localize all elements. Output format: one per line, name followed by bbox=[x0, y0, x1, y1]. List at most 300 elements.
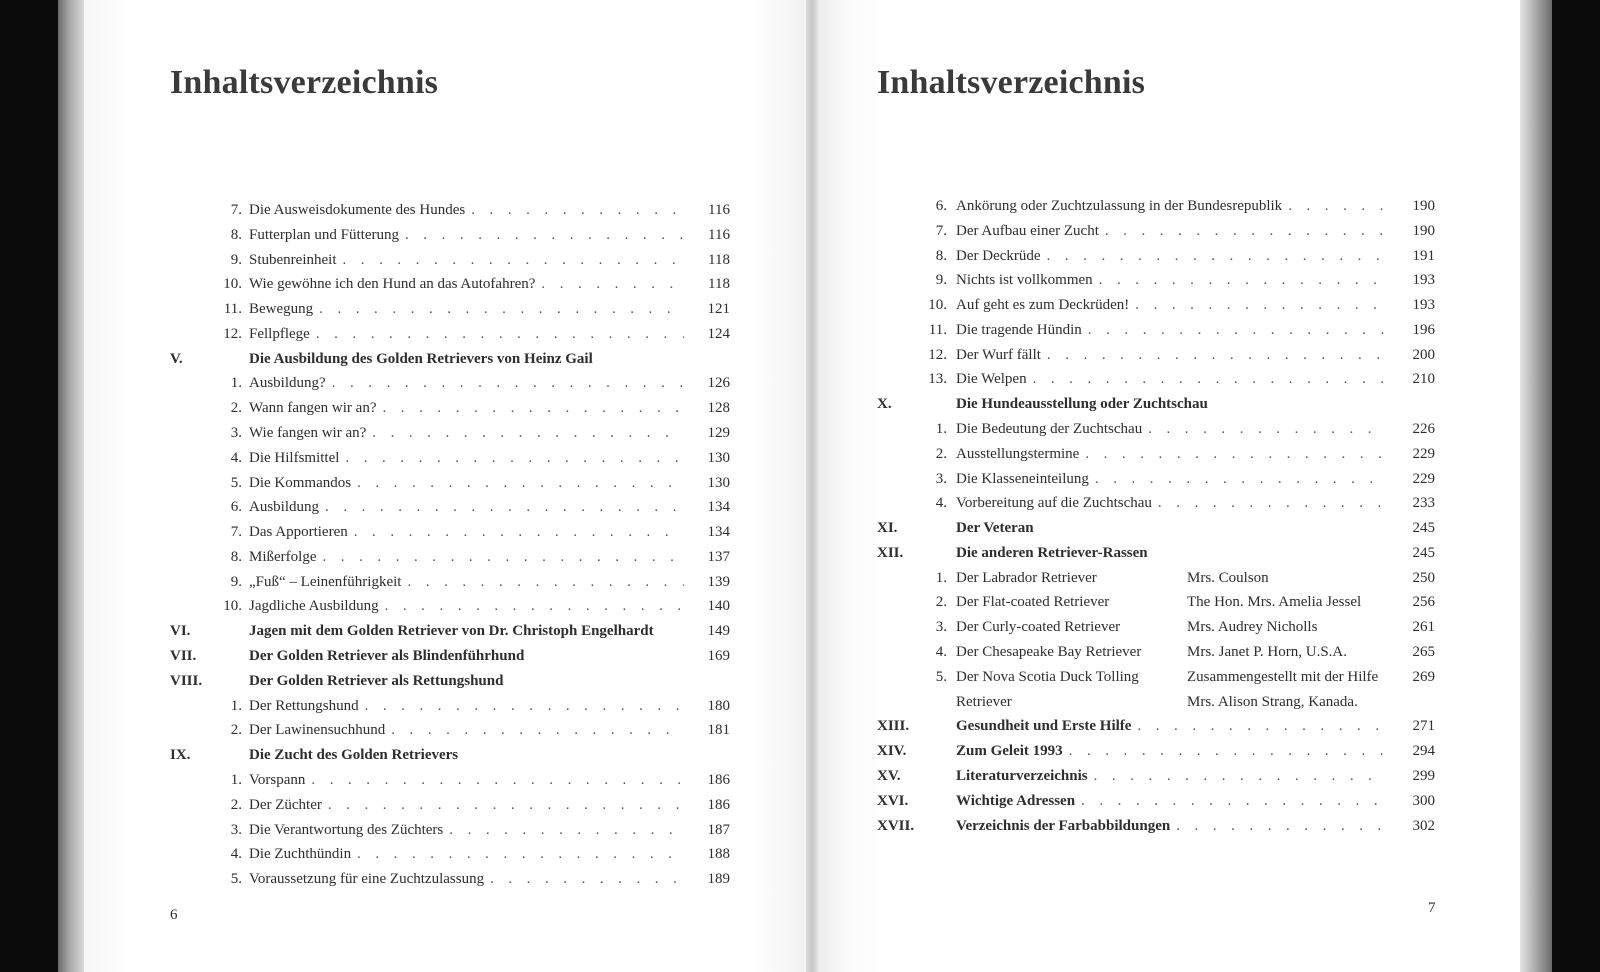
toc-title-group bbox=[249, 298, 684, 320]
toc-section-number: 8. bbox=[935, 247, 947, 264]
book-gutter bbox=[806, 0, 818, 972]
toc-section-title: Nichts ist vollkommen bbox=[956, 272, 1093, 289]
book-edge-right bbox=[1520, 0, 1552, 972]
toc-title-group bbox=[956, 666, 1177, 688]
toc-section-title: „Fuß“ – Leinenführigkeit bbox=[249, 573, 402, 590]
toc-chapter-number: VII. bbox=[170, 648, 197, 665]
toc-author: The Hon. Mrs. Amelia Jessel bbox=[1187, 594, 1362, 611]
toc-section-title: Die Verantwortung des Züchters bbox=[249, 821, 444, 838]
toc-section-number: 10. bbox=[223, 598, 242, 615]
toc-entry-row bbox=[170, 273, 730, 295]
toc-title-group bbox=[249, 224, 684, 246]
toc-section-number: 6. bbox=[935, 198, 947, 214]
toc-entry-row bbox=[170, 199, 730, 221]
toc-section-title: Stubenreinheit bbox=[249, 251, 337, 268]
toc-entry-row bbox=[170, 298, 730, 320]
toc-page-number: 191 bbox=[1412, 247, 1435, 264]
toc-section-number: 11. bbox=[223, 301, 242, 318]
toc-entry-row bbox=[170, 372, 730, 394]
toc-title-group bbox=[249, 273, 684, 295]
toc-entry-row bbox=[170, 595, 730, 617]
right-page-heading: Inhaltsverzeichnis bbox=[877, 64, 1146, 101]
toc-leader-dots bbox=[345, 447, 684, 469]
toc-section-title: Fellpflege bbox=[249, 325, 310, 342]
toc-page-number: 190 bbox=[1412, 222, 1435, 239]
toc-leader-dots bbox=[311, 769, 684, 791]
toc-entry-row bbox=[877, 666, 1437, 688]
toc-leader-dots bbox=[342, 249, 684, 271]
toc-section-number: 4. bbox=[935, 495, 947, 512]
toc-section-number: 1. bbox=[230, 771, 242, 788]
toc-section-title: Der Chesapeake Bay Retriever bbox=[956, 644, 1142, 661]
toc-entry-row bbox=[170, 719, 730, 741]
toc-page-number: 149 bbox=[707, 623, 730, 640]
toc-entry-row bbox=[170, 546, 730, 568]
toc-title-group bbox=[956, 517, 1385, 539]
toc-entry-row bbox=[877, 269, 1437, 291]
toc-page-number: 180 bbox=[707, 697, 730, 714]
toc-leader-dots bbox=[1094, 765, 1385, 787]
toc-author: Mrs. Audrey Nicholls bbox=[1187, 619, 1318, 636]
toc-page-number: 116 bbox=[708, 202, 730, 218]
toc-page-number: 118 bbox=[708, 251, 730, 268]
toc-title-group bbox=[249, 372, 684, 394]
toc-entry-row bbox=[877, 195, 1437, 217]
toc-leader-dots bbox=[1288, 195, 1385, 217]
toc-title-group bbox=[249, 868, 684, 890]
toc-section-title: Der Deckrüde bbox=[956, 247, 1041, 264]
toc-page-number: 269 bbox=[1412, 668, 1435, 685]
toc-page-number: 196 bbox=[1412, 321, 1435, 338]
toc-chapter-row bbox=[877, 765, 1437, 787]
toc-leader-dots bbox=[490, 868, 684, 890]
toc-leader-dots bbox=[1088, 319, 1385, 341]
toc-page-number: 128 bbox=[707, 400, 730, 417]
toc-title-group bbox=[249, 323, 684, 345]
toc-title-group bbox=[956, 368, 1385, 390]
toc-page-number: 210 bbox=[1412, 371, 1435, 388]
toc-title-group bbox=[249, 620, 684, 642]
toc-section-title: Wie gewöhne ich den Hund an das Autofahren? bbox=[249, 276, 536, 293]
toc-leader-dots bbox=[1148, 418, 1385, 440]
toc-entry-row bbox=[877, 468, 1437, 490]
toc-leader-dots bbox=[385, 595, 684, 617]
toc-leader-dots bbox=[471, 199, 684, 221]
toc-section-number: 5. bbox=[230, 474, 242, 491]
toc-leader-dots bbox=[407, 571, 684, 593]
toc-page-number: 189 bbox=[707, 871, 730, 888]
toc-page-number: 116 bbox=[708, 226, 730, 243]
toc-title-group bbox=[956, 790, 1385, 812]
toc-title-group bbox=[249, 521, 684, 543]
toc-page-number: 302 bbox=[1412, 817, 1435, 834]
toc-chapter-title: Gesundheit und Erste Hilfe bbox=[956, 718, 1132, 735]
toc-leader-dots bbox=[325, 496, 684, 518]
toc-page-number: 265 bbox=[1412, 644, 1435, 661]
toc-section-title: Retriever bbox=[956, 693, 1012, 710]
toc-section-title: Das Apportieren bbox=[249, 524, 348, 541]
toc-chapter-number: XIII. bbox=[877, 718, 910, 735]
toc-section-number: 1. bbox=[230, 697, 242, 714]
toc-section-number: 3. bbox=[230, 425, 242, 442]
toc-page-number: 299 bbox=[1412, 767, 1435, 784]
toc-entry-row bbox=[877, 220, 1437, 242]
scan-border-left bbox=[0, 0, 58, 972]
toc-section-number: 3. bbox=[230, 821, 242, 838]
toc-entry-row bbox=[877, 443, 1437, 465]
toc-author: Mrs. Janet P. Horn, U.S.A. bbox=[1187, 644, 1348, 661]
toc-title-group bbox=[956, 492, 1385, 514]
toc-section-number: 3. bbox=[935, 470, 947, 487]
toc-title-group bbox=[956, 294, 1385, 316]
toc-section-number: 10. bbox=[928, 297, 947, 314]
toc-section-number: 4. bbox=[230, 846, 242, 863]
toc-section-title: Die Kommandos bbox=[249, 474, 352, 491]
toc-title-group bbox=[956, 616, 1177, 638]
toc-section-title: Der Züchter bbox=[249, 796, 322, 813]
toc-section-title: Die Ausweisdokumente des Hundes bbox=[249, 202, 466, 218]
toc-section-number: 2. bbox=[935, 445, 947, 462]
toc-page-number: 190 bbox=[1412, 198, 1435, 214]
toc-chapter-number: VI. bbox=[170, 623, 191, 640]
toc-title-group bbox=[956, 715, 1385, 737]
toc-chapter-row bbox=[170, 620, 730, 642]
toc-leader-dots bbox=[357, 843, 684, 865]
toc-chapter-row bbox=[877, 815, 1437, 837]
toc-author: Mrs. Alison Strang, Kanada. bbox=[1187, 693, 1358, 710]
toc-chapter-number: XVI. bbox=[877, 792, 909, 809]
toc-page-number: 121 bbox=[707, 301, 730, 318]
toc-section-number: 7. bbox=[230, 524, 242, 541]
toc-section-number: 2. bbox=[230, 722, 242, 739]
toc-section-number: 9. bbox=[230, 573, 242, 590]
toc-chapter-row bbox=[877, 542, 1437, 564]
toc-chapter-row bbox=[877, 715, 1437, 737]
toc-section-number: 12. bbox=[928, 346, 947, 363]
toc-page-number: 134 bbox=[707, 524, 730, 541]
toc-section-number: 1. bbox=[230, 375, 242, 392]
toc-title-group bbox=[249, 447, 684, 469]
toc-leader-dots bbox=[1033, 368, 1385, 390]
toc-title-group bbox=[249, 571, 684, 593]
toc-section-number: 12. bbox=[223, 325, 242, 342]
toc-chapter-title: Der Veteran bbox=[956, 520, 1034, 537]
left-page-heading: Inhaltsverzeichnis bbox=[170, 64, 439, 101]
toc-entry-row bbox=[170, 496, 730, 518]
toc-section-number: 4. bbox=[230, 449, 242, 466]
toc-leader-dots bbox=[405, 224, 684, 246]
toc-chapter-number: V. bbox=[170, 350, 183, 367]
toc-leader-dots bbox=[1176, 815, 1385, 837]
toc-title-group bbox=[249, 348, 684, 370]
toc-title-group bbox=[249, 472, 684, 494]
toc-section-title: Mißerfolge bbox=[249, 548, 317, 565]
toc-title-group bbox=[956, 319, 1385, 341]
toc-section-number: 9. bbox=[935, 272, 947, 289]
toc-page-number: 200 bbox=[1412, 346, 1435, 363]
toc-section-number: 7. bbox=[935, 222, 947, 239]
toc-page-number: 187 bbox=[707, 821, 730, 838]
toc-title-group bbox=[956, 641, 1177, 663]
toc-leader-dots bbox=[357, 472, 684, 494]
toc-page-number: 229 bbox=[1412, 445, 1435, 462]
toc-page-number: 250 bbox=[1412, 569, 1435, 586]
toc-title-group bbox=[249, 546, 684, 568]
toc-page-number: 130 bbox=[707, 474, 730, 491]
toc-section-title: Bewegung bbox=[249, 301, 314, 318]
toc-leader-dots bbox=[316, 323, 684, 345]
toc-chapter-row bbox=[170, 744, 730, 766]
left-page-number: 6 bbox=[170, 907, 178, 923]
toc-page-number: 186 bbox=[707, 796, 730, 813]
toc-title-group bbox=[956, 245, 1385, 267]
toc-leader-dots bbox=[1085, 443, 1385, 465]
toc-entry-row bbox=[170, 571, 730, 593]
toc-section-title: Ankörung oder Zuchtzulassung in der Bundesrepublik bbox=[956, 198, 1283, 214]
toc-title-group bbox=[956, 344, 1385, 366]
toc-page-number: 118 bbox=[708, 276, 730, 293]
toc-section-number: 6. bbox=[230, 499, 242, 516]
toc-page-number: 193 bbox=[1412, 272, 1435, 289]
toc-leader-dots bbox=[1047, 344, 1385, 366]
toc-entry-row bbox=[170, 843, 730, 865]
toc-chapter-row bbox=[170, 348, 730, 370]
toc-page-number: 181 bbox=[707, 722, 730, 739]
toc-title-group bbox=[956, 567, 1177, 589]
toc-section-number: 10. bbox=[223, 276, 242, 293]
toc-page-number: 140 bbox=[707, 598, 730, 615]
toc-leader-dots bbox=[328, 794, 684, 816]
toc-title-group bbox=[249, 422, 684, 444]
toc-chapter-title: Die Zucht des Golden Retrievers bbox=[249, 747, 459, 764]
toc-section-title: Der Labrador Retriever bbox=[956, 569, 1097, 586]
toc-section-title: Die tragende Hündin bbox=[956, 321, 1082, 338]
toc-section-number: 2. bbox=[230, 796, 242, 813]
toc-leader-dots bbox=[372, 422, 684, 444]
toc-chapter-number: XV. bbox=[877, 767, 901, 784]
toc-chapter-number: IX. bbox=[170, 747, 191, 764]
toc-section-title: Wie fangen wir an? bbox=[249, 425, 367, 442]
toc-page-number: 271 bbox=[1412, 718, 1435, 735]
toc-entry-row bbox=[877, 492, 1437, 514]
toc-title-group bbox=[956, 740, 1385, 762]
toc-chapter-title: Die anderen Retriever-Rassen bbox=[956, 544, 1148, 561]
toc-chapter-number: X. bbox=[877, 396, 892, 413]
toc-section-number: 3. bbox=[935, 619, 947, 636]
toc-title-group bbox=[249, 249, 684, 271]
toc-section-title: Der Curly-coated Retriever bbox=[956, 619, 1121, 636]
toc-section-number: 9. bbox=[230, 251, 242, 268]
toc-section-title: Der Aufbau einer Zucht bbox=[956, 222, 1099, 239]
toc-page-number: 256 bbox=[1412, 594, 1435, 611]
toc-page-number: 229 bbox=[1412, 470, 1435, 487]
toc-entry-row bbox=[877, 294, 1437, 316]
toc-chapter-number: XII. bbox=[877, 544, 904, 561]
toc-leader-dots bbox=[449, 819, 684, 841]
toc-chapter-title: Zum Geleit 1993 bbox=[956, 743, 1063, 760]
toc-leader-dots bbox=[383, 397, 685, 419]
toc-section-number: 13. bbox=[928, 371, 947, 388]
toc-title-group bbox=[249, 819, 684, 841]
toc-entry-row bbox=[170, 224, 730, 246]
toc-page-number: 261 bbox=[1412, 619, 1435, 636]
toc-section-title: Ausstellungstermine bbox=[956, 445, 1080, 462]
toc-chapter-title: Jagen mit dem Golden Retriever von Dr. Christoph Engelhardt bbox=[249, 623, 654, 640]
toc-page-number: 139 bbox=[707, 573, 730, 590]
toc-section-title: Der Rettungshund bbox=[249, 697, 359, 714]
toc-entry-row bbox=[877, 245, 1437, 267]
toc-entry-row bbox=[877, 691, 1437, 713]
toc-leader-dots bbox=[1099, 269, 1385, 291]
toc-section-title: Vorspann bbox=[249, 771, 306, 788]
toc-entry-row bbox=[877, 641, 1437, 663]
toc-entry-row bbox=[170, 769, 730, 791]
toc-title-group bbox=[249, 719, 684, 741]
toc-chapter-title: Der Golden Retriever als Blindenführhund bbox=[249, 648, 525, 665]
toc-title-group bbox=[249, 670, 684, 692]
toc-author: Zusammengestellt mit der Hilfe bbox=[1187, 668, 1379, 685]
toc-chapter-number: XI. bbox=[877, 520, 898, 537]
toc-page-number: 245 bbox=[1412, 544, 1435, 561]
toc-section-title: Wann fangen wir an? bbox=[249, 400, 377, 417]
toc-section-title: Futterplan und Fütterung bbox=[249, 226, 399, 243]
toc-title-group bbox=[956, 765, 1385, 787]
toc-section-title: Die Welpen bbox=[956, 371, 1027, 388]
toc-entry-row bbox=[170, 323, 730, 345]
toc-title-group bbox=[956, 542, 1385, 564]
toc-page-number: 226 bbox=[1412, 421, 1435, 438]
toc-chapter-row bbox=[877, 740, 1437, 762]
toc-leader-dots bbox=[332, 372, 684, 394]
toc-chapter-row bbox=[877, 517, 1437, 539]
toc-chapter-title: Die Hundeausstellung oder Zuchtschau bbox=[956, 396, 1208, 413]
toc-entry-row bbox=[877, 616, 1437, 638]
toc-chapter-number: XVII. bbox=[877, 817, 915, 834]
toc-section-title: Die Bedeutung der Zuchtschau bbox=[956, 421, 1143, 438]
toc-title-group bbox=[956, 269, 1385, 291]
toc-entry-row bbox=[877, 567, 1437, 589]
toc-section-number: 5. bbox=[230, 871, 242, 888]
toc-chapter-row bbox=[877, 393, 1437, 415]
toc-section-title: Ausbildung? bbox=[249, 375, 326, 392]
toc-author: Mrs. Coulson bbox=[1187, 569, 1269, 586]
toc-section-number: 2. bbox=[230, 400, 242, 417]
toc-entry-row bbox=[170, 695, 730, 717]
toc-section-number: 8. bbox=[230, 548, 242, 565]
toc-page-number: 193 bbox=[1412, 297, 1435, 314]
toc-leader-dots bbox=[1095, 468, 1385, 490]
toc-title-group bbox=[956, 468, 1385, 490]
toc-section-title: Der Wurf fällt bbox=[956, 346, 1041, 363]
toc-title-group bbox=[956, 443, 1385, 465]
toc-section-number: 1. bbox=[935, 421, 947, 438]
toc-page-number: 186 bbox=[707, 771, 730, 788]
toc-entry-row bbox=[170, 397, 730, 419]
toc-page-number: 169 bbox=[707, 648, 730, 665]
toc-chapter-number: XIV. bbox=[877, 743, 907, 760]
toc-title-group bbox=[249, 843, 684, 865]
toc-chapter-row bbox=[877, 790, 1437, 812]
toc-section-title: Der Flat-coated Retriever bbox=[956, 594, 1110, 611]
toc-chapter-title: Verzeichnis der Farbabbildungen bbox=[956, 817, 1171, 834]
toc-entry-row bbox=[877, 368, 1437, 390]
toc-entry-row bbox=[170, 422, 730, 444]
toc-page-number: 137 bbox=[707, 548, 730, 565]
toc-entry-row bbox=[170, 472, 730, 494]
toc-entry-row bbox=[170, 521, 730, 543]
toc-leader-dots bbox=[1105, 220, 1385, 242]
toc-entry-row bbox=[170, 819, 730, 841]
toc-section-number: 1. bbox=[935, 569, 947, 586]
toc-chapter-title: Der Golden Retriever als Rettungshund bbox=[249, 672, 504, 689]
toc-section-title: Ausbildung bbox=[249, 499, 320, 516]
toc-chapter-row bbox=[170, 670, 730, 692]
toc-page-number: 126 bbox=[707, 375, 730, 392]
toc-section-title: Die Klasseneinteilung bbox=[956, 470, 1089, 487]
toc-section-title: Der Lawinensuchhund bbox=[249, 722, 386, 739]
toc-page-number: 300 bbox=[1412, 792, 1435, 809]
toc-title-group bbox=[956, 815, 1385, 837]
toc-title-group bbox=[249, 794, 684, 816]
toc-chapter-row bbox=[170, 645, 730, 667]
toc-section-number: 8. bbox=[230, 226, 242, 243]
toc-entry-row bbox=[877, 591, 1437, 613]
toc-section-title: Vorbereitung auf die Zuchtschau bbox=[956, 495, 1152, 512]
toc-page-number: 188 bbox=[707, 846, 730, 863]
toc-leader-dots bbox=[1135, 294, 1385, 316]
toc-title-group bbox=[956, 591, 1177, 613]
right-page-number: 7 bbox=[1428, 900, 1436, 916]
toc-title-group bbox=[249, 397, 684, 419]
toc-section-title: Die Zuchthündin bbox=[249, 846, 352, 863]
toc-section-number: 4. bbox=[935, 644, 947, 661]
toc-title-group bbox=[956, 418, 1385, 440]
toc-section-number: 5. bbox=[935, 668, 947, 685]
toc-page-number: 124 bbox=[707, 325, 730, 342]
toc-leader-dots bbox=[354, 521, 684, 543]
toc-section-title: Der Nova Scotia Duck Tolling bbox=[956, 668, 1139, 685]
toc-leader-dots bbox=[322, 546, 684, 568]
toc-title-group bbox=[249, 744, 684, 766]
toc-page-number: 245 bbox=[1412, 520, 1435, 537]
toc-leader-dots bbox=[541, 273, 684, 295]
toc-leader-dots bbox=[1047, 245, 1385, 267]
toc-section-title: Die Hilfsmittel bbox=[249, 449, 340, 466]
toc-chapter-number: VIII. bbox=[170, 672, 203, 689]
toc-section-number: 11. bbox=[928, 321, 947, 338]
toc-chapter-title: Wichtige Adressen bbox=[956, 792, 1076, 809]
toc-entry-row bbox=[170, 794, 730, 816]
toc-title-group bbox=[956, 220, 1385, 242]
toc-page-number: 130 bbox=[707, 449, 730, 466]
toc-leader-dots bbox=[1158, 492, 1385, 514]
toc-section-title: Jagdliche Ausbildung bbox=[249, 598, 379, 615]
toc-title-group bbox=[249, 595, 684, 617]
toc-entry-row bbox=[170, 249, 730, 271]
toc-page-number: 233 bbox=[1412, 495, 1435, 512]
toc-leader-dots bbox=[319, 298, 684, 320]
toc-section-number: 7. bbox=[230, 202, 242, 218]
toc-title-group bbox=[249, 496, 684, 518]
scan-border-right bbox=[1552, 0, 1600, 972]
toc-entry-row bbox=[877, 344, 1437, 366]
toc-chapter-title: Die Ausbildung des Golden Retrievers von Heinz Gail bbox=[249, 350, 593, 367]
book-edge-left bbox=[58, 0, 84, 972]
toc-page-number: 129 bbox=[707, 425, 730, 442]
toc-entry-row bbox=[877, 418, 1437, 440]
toc-title-group bbox=[249, 645, 684, 667]
toc-section-title: Voraussetzung für eine Zuchtzulassung bbox=[249, 871, 485, 888]
